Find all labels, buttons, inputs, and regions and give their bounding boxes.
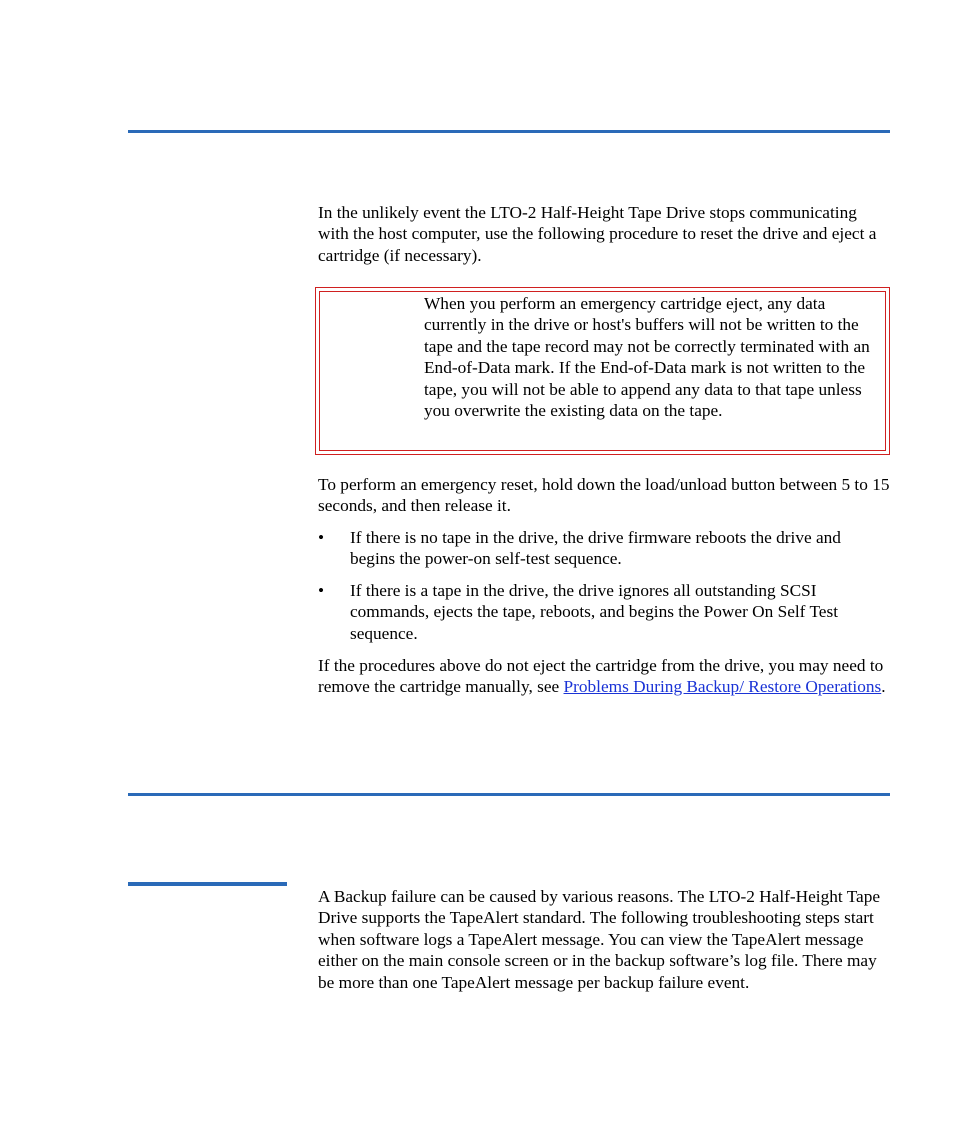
bullet-icon: •: [318, 581, 325, 600]
closing-text: If the procedures above do not eject the cartridge from the drive, you may need to remove the cartridge manually, see: [318, 656, 884, 697]
intro-paragraph: In the unlikely event the LTO-2 Half-Height Tape Drive stops communicating with the host computer, use the following procedure to reset the drive and eject a cartridge (if necessary).: [318, 203, 877, 265]
list-item-text: If there is no tape in the drive, the drive firmware reboots the drive and begins the power-on self-test sequence.: [350, 528, 841, 569]
cross-reference-link[interactable]: Problems During Backup/ Restore Operations: [563, 677, 882, 697]
subsection-divider: [128, 882, 287, 886]
closing-paragraph: [318, 655, 890, 698]
section-divider-bottom: [128, 793, 890, 796]
closing-period: .: [881, 677, 886, 697]
list-item-text: If there is a tape in the drive, the drive ignores all outstanding SCSI commands, ejects the tape, reboots, and begins the Power On Self Test sequence.: [350, 581, 838, 643]
procedure-paragraph: To perform an emergency reset, hold down the load/unload button between 5 to 15 seconds, and then release it.: [318, 475, 890, 516]
bullet-icon: •: [318, 528, 325, 547]
section-divider-top: [128, 130, 890, 133]
backup-failure-paragraph: A Backup failure can be caused by various reasons. The LTO-2 Half-Height Tape Drive supports the TapeAlert standard. The following troubleshooting steps start when software logs a TapeAlert message. You can view the TapeAlert message either on the main console screen or in the backup software’s log file. There may be more than one TapeAlert message per backup failure event.: [318, 887, 881, 992]
warning-text: When you perform an emergency cartridge eject, any data currently in the drive or host's buffers will not be written to the tape and the tape record may not be correctly terminated with an End-of-Data mark. If the End-of-Data mark is not written to the tape, you will not be able to append any data to that tape unless you overwrite the existing data on the tape.: [424, 294, 870, 421]
